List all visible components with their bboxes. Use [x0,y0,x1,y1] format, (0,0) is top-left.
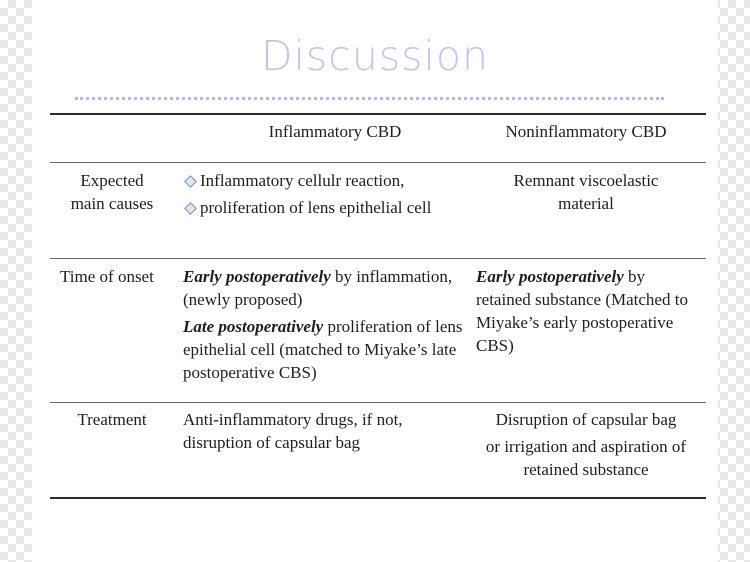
body-text: proliferation of lens epithelial cell (matched to Miyake’s late postoperative CBS) [183,317,463,382]
column-header-noninflammatory: Noninflammatory CBD [505,122,667,141]
cell-line: or irrigation and aspiration of retained substance [485,437,687,479]
cell-inflammatory-causes [184,169,474,219]
row-divider [50,162,706,163]
row-label-treatment: Treatment [77,410,147,429]
row-label-line: Expected [80,171,144,190]
emphasis-text: Late postoperatively [183,317,324,336]
list-item [184,196,474,219]
row-divider [50,258,706,259]
paragraph [183,265,465,311]
diamond-bullet-icon [184,202,197,215]
row-divider [50,402,706,403]
slide-title: Discussion [260,32,490,80]
diamond-bullet-icon [184,175,197,188]
row-label-time-of-onset: Time of onset [60,267,154,286]
row-label-line: main causes [70,194,154,213]
cell-inflammatory-treatment: Anti-inflammatory drugs, if not, disruption of capsular bag [183,410,403,452]
table-top-border [50,113,706,115]
cell-line: Disruption of capsular bag [495,410,677,429]
table-bottom-border [50,497,706,499]
body-text: by inflammation, (newly proposed) [183,267,453,309]
bullet-text: proliferation of lens epithelial cell [200,198,432,217]
cell-inflammatory-onset [183,265,465,384]
list-item [184,169,474,192]
cell-noninflammatory-onset [476,265,702,357]
column-header-inflammatory: Inflammatory CBD [268,122,402,141]
cell-line: Remnant viscoelastic [513,171,659,190]
cell-noninflammatory-treatment [472,408,700,481]
cell-line: material [558,194,614,213]
body-text: by retained substance (Matched to Miyake’s early postoperative CBS) [476,267,688,355]
cell-noninflammatory-causes [472,169,700,215]
emphasis-text: Early postoperatively [183,267,331,286]
emphasis-text: Early postoperatively [476,267,624,286]
paragraph [183,315,465,384]
row-label-expected-main-causes [52,169,172,215]
title-underline [75,97,664,100]
slide [32,0,718,562]
bullet-text: Inflammatory cellulr reaction, [200,171,405,190]
